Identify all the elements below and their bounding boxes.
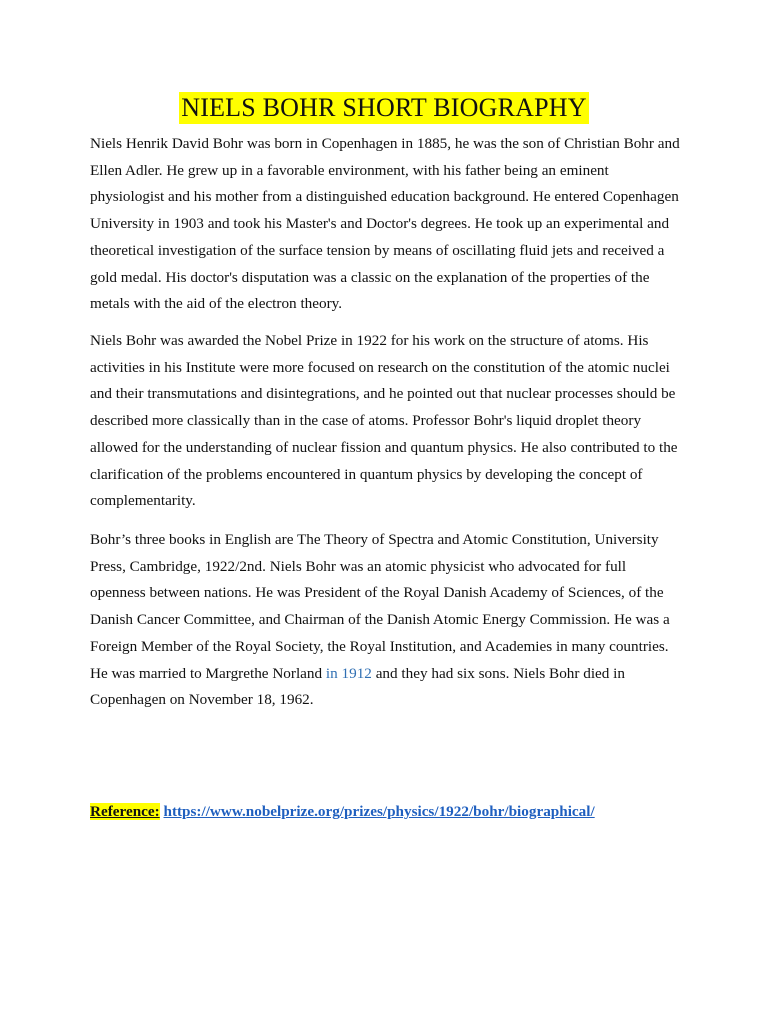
paragraph-line: allowed for the understanding of nuclear fission and quantum physics. He also contributed to the <box>90 438 678 456</box>
reference-label: Reference: <box>90 803 160 820</box>
title-container <box>0 92 768 124</box>
line-text-before: He was married to Margrethe Norland <box>90 664 326 682</box>
reference-line <box>90 799 595 825</box>
paragraph-line: Niels Henrik David Bohr was born in Copenhagen in 1885, he was the son of Christian Bohr and <box>90 135 680 152</box>
paragraph-line: Danish Cancer Committee, and Chairman of the Danish Atomic Energy Commission. He was a <box>90 611 670 629</box>
document-title: NIELS BOHR SHORT BIOGRAPHY <box>181 93 587 122</box>
paragraph-line: Press, Cambridge, 1922/2nd. Niels Bohr was an atomic physicist who advocated for full <box>90 557 627 575</box>
paragraph-line: clarification of the problems encountered in quantum physics by developing the concept of <box>90 465 643 483</box>
paragraph-line: activities in his Institute were more focused on research on the constitution of the atomic nuclei <box>90 358 670 376</box>
paragraph-line: gold medal. His doctor's disputation was a classic on the explanation of the properties of the <box>90 268 650 286</box>
paragraph-books-and-legacy <box>90 527 690 714</box>
reference-link[interactable]: https://www.nobelprize.org/prizes/physics/1922/bohr/biographical/ <box>163 803 595 820</box>
paragraph-line: Ellen Adler. He grew up in a favorable environment, with his father being an eminent <box>90 161 609 179</box>
highlighted-year: in 1912 <box>325 664 372 682</box>
paragraph-early-life <box>90 131 690 318</box>
paragraph-line: Copenhagen on November 18, 1962. <box>90 691 314 709</box>
paragraph-line: physiologist and his mother from a distinguished education background. He entered Copenhagen <box>90 188 679 206</box>
paragraph-line: metals with the aid of the electron theory. <box>90 295 343 313</box>
paragraph-line: complementarity. <box>90 492 196 510</box>
paragraph-line: described more classically than in the case of atoms. Professor Bohr's liquid droplet theory <box>90 412 642 430</box>
paragraph-line: theoretical investigation of the surface tension by means of oscillating fluid jets and received a <box>90 241 665 259</box>
paragraph-line <box>90 661 690 688</box>
paragraph-nobel-prize <box>90 328 690 515</box>
paragraph-line: Niels Bohr was awarded the Nobel Prize in 1922 for his work on the structure of atoms. His <box>90 332 649 349</box>
paragraph-line: Bohr’s three books in English are The Theory of Spectra and Atomic Constitution, University <box>90 531 659 548</box>
line-text-after: and they had six sons. Niels Bohr died in <box>371 664 625 682</box>
paragraph-line: University in 1903 and took his Master's and Doctor's degrees. He took up an experimental and <box>90 215 670 233</box>
paragraph-line: openness between nations. He was President of the Royal Danish Academy of Sciences, of the <box>90 584 664 602</box>
paragraph-line: Foreign Member of the Royal Society, the Royal Institution, and Academies in many countries. <box>90 637 669 655</box>
paragraph-line: and their transmutations and disintegrations, and he pointed out that nuclear processes should be <box>90 385 676 403</box>
